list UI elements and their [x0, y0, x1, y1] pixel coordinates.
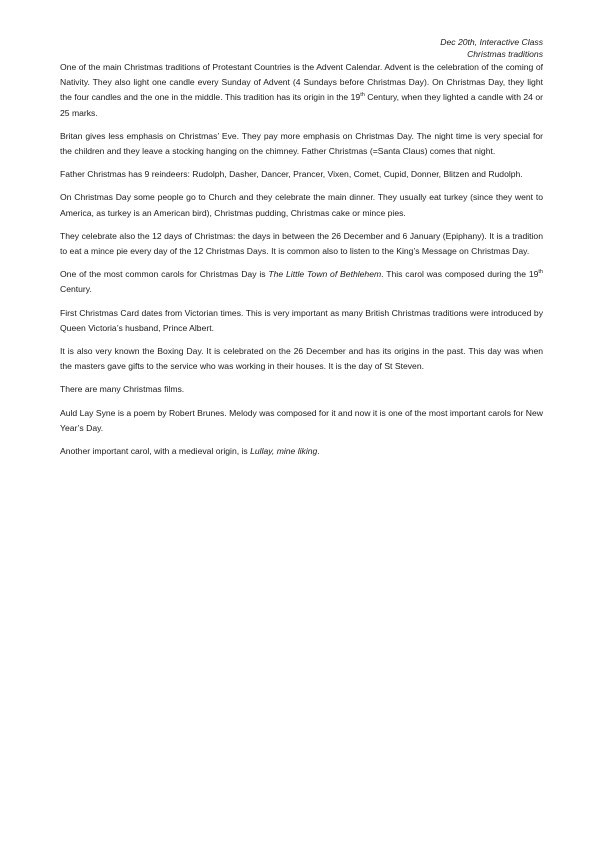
paragraph-twelve-days: They celebrate also the 12 days of Christmas: the days in between the 26 December and 6 January (Epiphany). It is a tradition to eat a mince pie every day of the 12 Christmas Days. It is common also to listen to the King’s Message on Christmas Day. — [60, 230, 543, 257]
carol-title: The Little Town of Bethlehem — [268, 269, 382, 280]
document-page — [60, 36, 543, 467]
paragraph-reindeers: Father Christmas has 9 reindeers: Rudolph, Dasher, Dancer, Prancer, Vixen, Comet, Cupid, Donner, Blitzen and Rudolph. — [60, 169, 523, 180]
paragraph-advent: One of the main Christmas traditions of Protestant Countries is the Advent Calendar. Advent is the celebration of the coming of Nativity. They also light one candle every Sunday of Advent (4 Sundays before Christmas Day). On Christmas Day, they light the four candles and the one in the middle. This tradition has its origin in the 19th Century, when they lighted a candle with 24 or 25 marks. — [60, 62, 543, 118]
paragraph-medieval-carol: Another important carol, with a medieval origin, is Lullay, mine liking. — [60, 446, 320, 457]
paragraph-carols: One of the most common carols for Christmas Day is The Little Town of Bethlehem. This carol was composed during the 19th Century. — [60, 269, 543, 295]
paragraph-boxing-day: It is also very known the Boxing Day. It is celebrated on the 26 December and has its origins in the past. This day was when the masters gave gifts to the service who was working in their houses. It is the day of St Steven. — [60, 346, 543, 372]
paragraph-films: There are many Christmas films. — [60, 384, 185, 395]
paragraph-christmas-day: On Christmas Day some people go to Church and they celebrate the main dinner. They usually eat turkey (since they went to America, as turkey is an American bird), Christmas pudding, Christmas cake or mince pies. — [60, 192, 543, 218]
document-header — [60, 36, 543, 60]
medieval-carol-title: Lullay, mine liking — [250, 446, 318, 457]
header-date-class: Dec 20th, Interactive Class — [440, 37, 543, 47]
paragraph-christmas-card: First Christmas Card dates from Victorian times. This is very important as many British Christmas traditions were introduced by Queen Victoria’s husband, Prince Albert. — [60, 307, 543, 333]
header-topic: Christmas traditions — [467, 49, 543, 59]
paragraph-auld-lang-syne: Auld Lay Syne is a poem by Robert Brunes. Melody was composed for it and now it is one of the most important carols for New Year’s Day. — [60, 407, 543, 433]
paragraph-christmas-eve: Britan gives less emphasis on Christmas’ Eve. They pay more emphasis on Christmas Day. The night time is very special for the children and they leave a stocking hanging on the chimney. Father Christmas (=Santa Claus) comes that night. — [60, 130, 543, 157]
